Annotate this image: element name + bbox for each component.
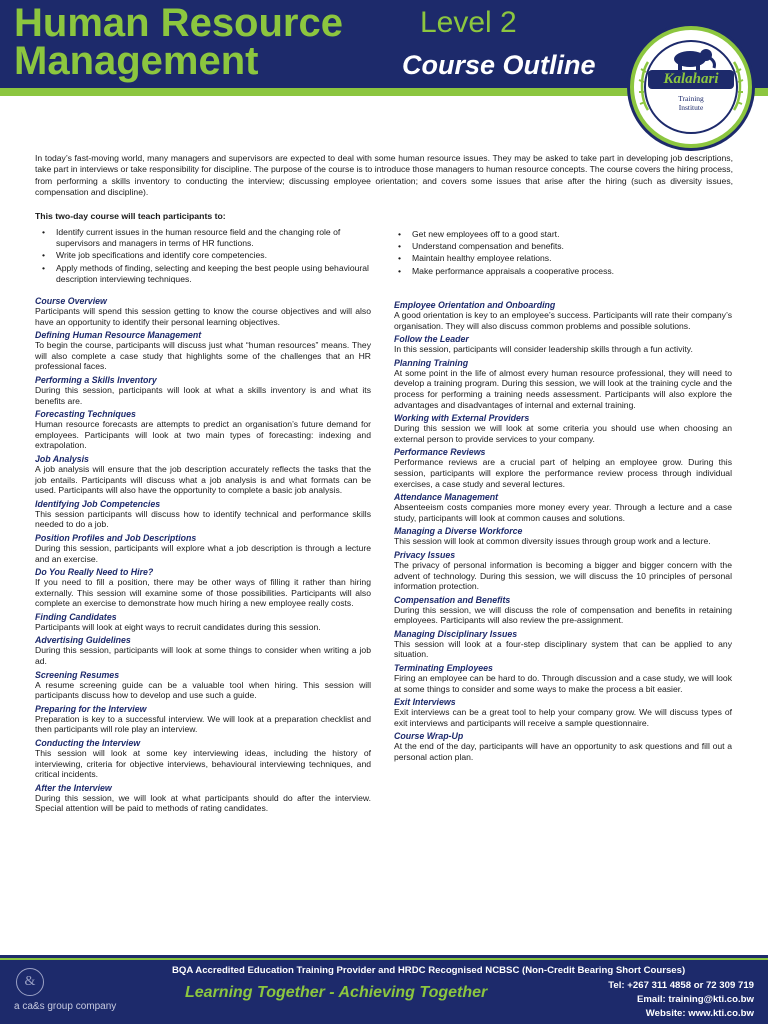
session-section <box>394 697 732 728</box>
session-section <box>35 296 371 327</box>
logo-subtitle <box>648 94 734 112</box>
session-section <box>35 330 371 372</box>
page-subtitle: Course Outline <box>402 50 596 80</box>
objectives-heading: This two-day course will teach participants to: <box>35 211 226 221</box>
session-description: During this session, participants will look at some things to consider when writing a job ad. <box>35 645 371 667</box>
session-title: Performance Reviews <box>394 447 486 458</box>
objective-item: • Identify current issues in the human resource field and the changing role of supervisors and managers in terms of HR functions. <box>38 227 378 249</box>
session-description: This session will look at some key interviewing ideas, including the history of interviewing, criteria for objective interviews, behavioural interviewing techniques, and critical incidents. <box>35 748 371 780</box>
session-title: Working with External Providers <box>394 413 530 424</box>
slogan: Learning Together - Achieving Together <box>185 984 488 1001</box>
session-section <box>394 526 732 547</box>
session-title: Finding Candidates <box>35 611 117 622</box>
session-description: This session will look at common diversity issues through group work and a lecture. <box>394 536 711 547</box>
session-description: Human resource forecasts are attempts to predict an organisation’s future demand for employees. Participants will look at two main types of forecasting: indexing and extrapolation. <box>35 419 371 451</box>
session-section <box>35 612 371 633</box>
session-section <box>35 783 371 814</box>
session-title: Course Overview <box>35 296 107 306</box>
session-section <box>394 595 732 626</box>
session-description: Absenteeism costs companies more money every year. Through a lecture and a case study, participants will look at common causes and solutions. <box>394 502 732 523</box>
session-title: Do You Really Need to Hire? <box>35 567 154 578</box>
session-section <box>35 670 371 701</box>
session-section <box>394 358 732 410</box>
session-title: Managing Disciplinary Issues <box>394 628 518 639</box>
group-company-label: a ca&s group company <box>14 1001 117 1012</box>
session-description: To begin the course, participants will discuss just what “human resources” means. They will also complete a case study that highlights some of the challenges that an HR professional faces. <box>35 340 371 372</box>
session-description: A resume screening guide can be a valuable tool when hiring. This session will participants discuss how to develop and use such a guide. <box>35 679 371 701</box>
session-title: Follow the Leader <box>394 334 469 345</box>
session-description: The privacy of personal information is becoming a bigger and bigger concern with the advent of technology. During this session, we will discuss the 10 principles of personal information protection. <box>394 559 732 592</box>
session-section <box>394 334 732 355</box>
session-description: This session will look at a four-step disciplinary system that can be applied to any situation. <box>394 638 732 660</box>
session-description: Firing an employee can be hard to do. Through discussion and a case study, we will look at some things to consider and some ways to make the process a bit easier. <box>394 673 732 694</box>
session-description: Performance reviews are a crucial part of helping an employee grow. During this session, participants will explore the performance review process through individual exercises, a case study and several lectures. <box>394 457 732 489</box>
session-title: Performing a Skills Inventory <box>35 374 157 385</box>
session-title: Compensation and Benefits <box>394 594 511 605</box>
objectives-list-left <box>38 227 378 286</box>
page-title-line2: Management <box>14 39 259 83</box>
session-description: During this session, participants will explore what a job description is through a lecture and an exercise. <box>35 542 371 564</box>
session-description: At the end of the day, participants will have an opportunity to ask questions and fill out a personal action plan. <box>394 741 732 763</box>
session-description: During this session, we will look at what participants should do after the interview. Special attention will be paid to methods of rating candidates. <box>35 792 371 814</box>
page-title-line1: Human Resource <box>14 1 343 45</box>
cas-group-logo: & <box>16 968 44 996</box>
session-section <box>35 738 371 780</box>
session-description: If you need to fill a position, there may be other ways of filling it rather than hiring externally. This session will examine some of those possibilities. Participants will also complete an exercise to demonstrate how much hiring a new employee really costs. <box>35 577 371 609</box>
session-description: During this session, we will discuss the role of compensation and benefits in retaining employees. Participants will also review the pre-assignment. <box>394 604 732 626</box>
session-title: Screening Resumes <box>35 669 120 680</box>
objective-item: • Make performance appraisals a cooperative process. <box>394 266 734 277</box>
session-description: Participants will look at eight ways to recruit candidates during this session. <box>35 621 321 632</box>
session-section <box>35 567 371 609</box>
session-description: Participants will spend this session getting to know the course objectives and will also have an opportunity to identify their personal learning objectives. <box>35 306 371 327</box>
logo-subtitle-line1: Training <box>678 94 704 103</box>
session-title: Advertising Guidelines <box>35 635 131 646</box>
page-title <box>14 1 343 83</box>
contact-phone: Tel: +267 311 4858 or 72 309 719 <box>608 980 754 991</box>
session-section <box>35 704 371 735</box>
session-description: In this session, participants will consider leadership skills through a fun activity. <box>394 344 693 355</box>
session-title: Planning Training <box>394 357 469 368</box>
session-section <box>35 635 371 666</box>
contact-info <box>608 979 754 1021</box>
session-title: Forecasting Techniques <box>35 409 136 420</box>
session-title: Conducting the Interview <box>35 738 141 749</box>
course-level: Level 2 <box>420 6 517 39</box>
session-description: Exit interviews can be a great tool to help your company grow. We will discuss types of exit interviews and participants will receive a sample questionnaire. <box>394 707 732 728</box>
objective-item: • Get new employees off to a good start. <box>394 229 734 240</box>
session-section <box>394 550 732 592</box>
objectives-list-right <box>394 229 734 278</box>
session-section <box>35 454 371 496</box>
kalahari-logo <box>630 26 752 148</box>
logo-subtitle-line2: Institute <box>678 103 704 112</box>
session-description: Preparation is key to a successful interview. We will look at a preparation checklist and then participants will role play an interview. <box>35 713 371 735</box>
sessions-column-left <box>35 296 371 817</box>
session-title: Position Profiles and Job Descriptions <box>35 532 197 543</box>
session-title: Defining Human Resource Management <box>35 330 202 341</box>
session-section <box>35 533 371 564</box>
session-description: During this session, participants will look at what a skills inventory is and what its benefits are. <box>35 384 371 406</box>
session-title: Managing a Diverse Workforce <box>394 526 523 537</box>
session-section <box>394 447 732 489</box>
session-title: Employee Orientation and Onboarding <box>394 300 556 310</box>
intro-paragraph: In today’s fast-moving world, many managers and supervisors are expected to deal with some human resource issues. They may be asked to take part in developing job descriptions, take part in interviews or take responsibility for discipline. The purpose of the course is to introduce those managers to human resource concepts. The course covers the hiring process, from performing a skills inventory to conducting the interview; discussing employee orientation; and covers some issues that arise after the hiring (such as diversity issues, compensation and discipline). <box>35 153 733 198</box>
session-title: Course Wrap-Up <box>394 731 464 742</box>
session-title: Attendance Management <box>394 492 499 503</box>
session-title: Terminating Employees <box>394 663 493 674</box>
session-description: A job analysis will ensure that the job description accurately reflects the tasks that the job entails. Participants will discuss what a job analysis is and what formats can be used. Participants will also have the opportunity to complete a basic job analysis. <box>35 463 371 496</box>
session-description: At some point in the life of almost every human resource professional, they will need to develop a training program. During this session, we will look at the training cycle and the process for performing a training needs assessment. Participants will also explore the advantages and disadvantages of internal and external training. <box>394 367 732 410</box>
session-section <box>394 629 732 660</box>
session-section <box>35 499 371 530</box>
session-title: Preparing for the Interview <box>35 703 147 714</box>
session-title: Identifying Job Competencies <box>35 498 161 509</box>
session-title: Job Analysis <box>35 453 89 464</box>
session-section <box>35 409 371 451</box>
session-section <box>35 375 371 406</box>
contact-email[interactable]: Email: training@kti.co.bw <box>636 994 754 1005</box>
session-title: Privacy Issues <box>394 549 456 560</box>
session-section <box>394 300 732 331</box>
session-description: This session participants will discuss how to identify technical and performance skills needed to do a job. <box>35 508 371 530</box>
sessions-column-right <box>394 300 732 766</box>
accreditation-text: BQA Accredited Education Training Provider and HRDC Recognised NCBSC (Non-Credit Bearing Short Courses) <box>172 965 686 976</box>
session-section <box>394 492 732 523</box>
elephant-icon <box>660 46 724 70</box>
session-title: After the Interview <box>35 782 112 793</box>
logo-brand-name: Kalahari <box>648 70 734 89</box>
objective-item: • Apply methods of finding, selecting and keeping the best people using behavioural description interviewing techniques. <box>38 263 378 285</box>
contact-website[interactable]: Website: www.kti.co.bw <box>645 1008 754 1019</box>
session-section <box>394 663 732 694</box>
footer-accent-line <box>0 958 768 960</box>
session-section <box>394 731 732 762</box>
session-section <box>394 413 732 444</box>
session-title: Exit Interviews <box>394 697 456 708</box>
objective-item: • Write job specifications and identify core competencies. <box>38 250 378 261</box>
session-description: During this session we will look at some criteria you should use when choosing an external person to provide services to your company. <box>394 423 732 444</box>
session-description: A good orientation is key to an employee’s success. Participants will rate their company’s organisation. They will also discuss common problems and possible solutions. <box>394 310 732 331</box>
objective-item: • Maintain healthy employee relations. <box>394 253 734 264</box>
objective-item: • Understand compensation and benefits. <box>394 241 734 252</box>
